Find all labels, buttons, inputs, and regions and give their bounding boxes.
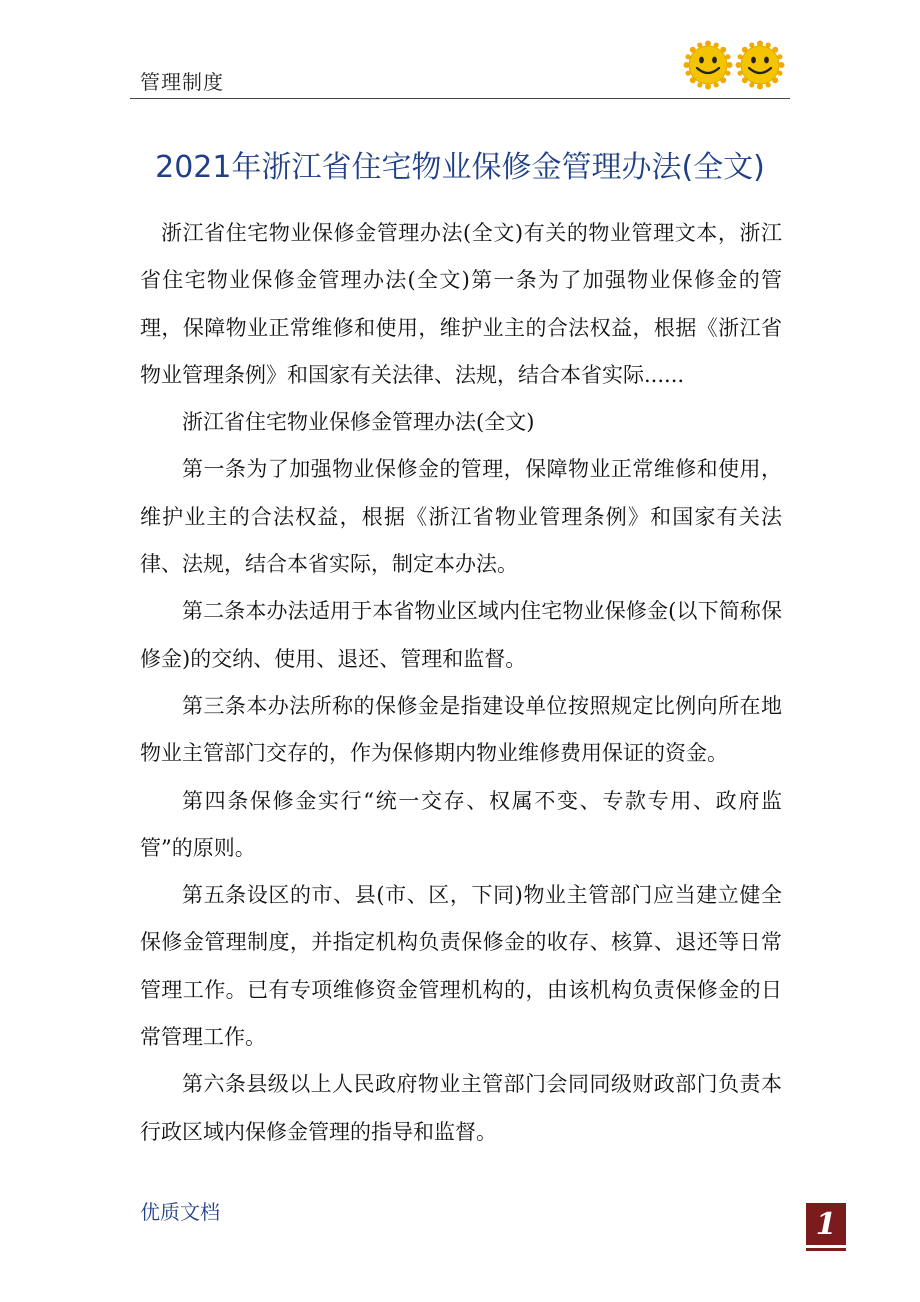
page-number-underline	[806, 1248, 846, 1251]
paragraph: 第一条为了加强物业保修金的管理，保障物业正常维修和使用，维护业主的合法权益，根据《浙江省物业管理条例》和国家有关法律、法规，结合本省实际，制定本办法。	[140, 457, 782, 577]
header-label: 管理制度	[140, 70, 224, 94]
paragraph: 第三条本办法所称的保修金是指建设单位按照规定比例向所在地物业主管部门交存的，作为保修期内物业维修费用保证的资金。	[140, 693, 782, 766]
paragraph: 浙江省住宅物业保修金管理办法(全文)	[182, 410, 535, 435]
paragraph: 第二条本办法适用于本省物业区域内住宅物业保修金(以下简称保修金)的交纳、使用、退还、管理和监督。	[140, 599, 782, 671]
paragraph: 浙江省住宅物业保修金管理办法(全文)有关的物业管理文本，浙江省住宅物业保修金管理办法(全文)第一条为了加强物业保修金的管理，保障物业正常维修和使用，维护业主的合法权益，根据《浙江省物业管理条例》和国家有关法律、法规，结合本省实际......	[140, 221, 782, 387]
paragraph: 第六条县级以上人民政府物业主管部门会同同级财政部门负责本行政区域内保修金管理的指导和监督。	[140, 1072, 782, 1144]
page-number: 1	[815, 1206, 837, 1242]
smiley-icon	[735, 40, 785, 90]
document-body	[140, 210, 782, 1156]
page-number-badge	[806, 1203, 846, 1245]
document-title: 2021年浙江省住宅物业保修金管理办法(全文)	[155, 150, 765, 185]
paragraph: 第四条保修金实行“统一交存、权属不变、专款专用、政府监管”的原则。	[140, 788, 782, 860]
paragraph: 第五条设区的市、县(市、区，下同)物业主管部门应当建立健全保修金管理制度，并指定机构负责保修金的收存、核算、退还等日常管理工作。已有专项维修资金管理机构的，由该机构负责保修金的日常管理工作。	[140, 883, 782, 1050]
footer-label: 优质文档	[140, 1200, 220, 1224]
smiley-icon	[683, 40, 733, 90]
header-divider	[130, 98, 790, 99]
